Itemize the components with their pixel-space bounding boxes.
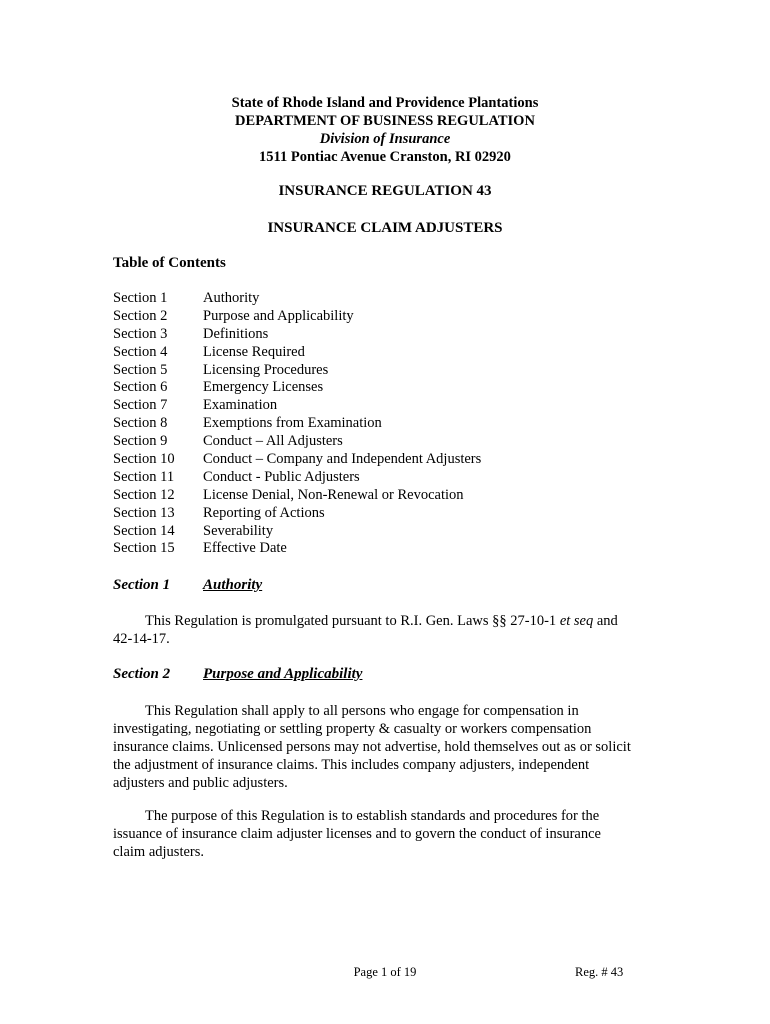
toc-item-number: Section 1 (113, 290, 168, 306)
section-1-text-b: and (593, 613, 618, 629)
regulation-title: INSURANCE REGULATION 43 (278, 183, 492, 199)
regulation-number: Reg. # 43 (575, 965, 624, 979)
paragraph-line: claim adjusters. (113, 844, 205, 860)
toc-heading: Table of Contents (113, 255, 226, 271)
toc-item (113, 290, 481, 308)
toc-item-title: Licensing Procedures (203, 361, 329, 378)
header-department: DEPARTMENT OF BUSINESS REGULATION (235, 113, 535, 129)
header-state: State of Rhode Island and Providence Plantations (231, 95, 539, 111)
regulation-subject: INSURANCE CLAIM ADJUSTERS (267, 220, 503, 236)
toc-item (113, 505, 481, 523)
toc-item-number: Section 10 (113, 451, 175, 468)
toc-item-number: Section 3 (113, 325, 168, 342)
toc-item (113, 469, 481, 487)
toc-item-title: Exemptions from Examination (203, 415, 382, 432)
toc-item-number: Section 8 (113, 415, 168, 432)
document-header (0, 94, 770, 166)
toc-item (113, 362, 481, 380)
section-2-heading (113, 665, 362, 683)
toc-item (113, 326, 481, 344)
toc-item (113, 344, 481, 362)
toc-item-title: Purpose and Applicability (203, 307, 354, 324)
paragraph-line: investigating, negotiating or settling property & casualty or workers compensation (113, 721, 592, 737)
section-2-title: Purpose and Applicability (203, 666, 363, 682)
paragraph-line: issuance of insurance claim adjuster licenses and to govern the conduct of insurance (113, 826, 601, 842)
toc-item-number: Section 15 (113, 540, 175, 557)
toc-item-number: Section 6 (113, 379, 168, 396)
toc-item-number: Section 12 (113, 486, 175, 503)
toc-item-title: Effective Date (203, 540, 287, 557)
toc-item-number: Section 14 (113, 522, 175, 539)
header-address: 1511 Pontiac Avenue Cranston, RI 02920 (259, 149, 511, 165)
toc-item (113, 487, 481, 505)
toc-item-title: Examination (203, 397, 278, 414)
toc-item-title: License Denial, Non-Renewal or Revocation (203, 486, 464, 503)
toc-item (113, 540, 481, 558)
toc-item-number: Section 13 (113, 504, 175, 521)
paragraph-line: adjusters and public adjusters. (113, 775, 288, 791)
header-division: Division of Insurance (319, 131, 451, 147)
toc-item (113, 308, 481, 326)
toc-item-number: Section 4 (113, 343, 168, 360)
page-number: Page 1 of 19 (353, 965, 417, 979)
section-1-text-line2: 42-14-17. (113, 631, 170, 647)
section-1-text-italic: et seq (559, 613, 594, 629)
toc-item-number: Section 9 (113, 433, 168, 450)
toc-item-title: License Required (203, 343, 305, 360)
toc-item (113, 523, 481, 541)
section-2-paragraph-1 (113, 702, 658, 792)
paragraph-line: the adjustment of insurance claims. This includes company adjusters, independent (113, 757, 590, 773)
paragraph-line: This Regulation shall apply to all persons who engage for compensation in (145, 703, 579, 719)
toc-item-number: Section 5 (113, 361, 168, 378)
toc-item-number: Section 2 (113, 307, 168, 324)
paragraph-line: The purpose of this Regulation is to establish standards and procedures for the (145, 808, 600, 824)
toc-item (113, 433, 481, 451)
toc-item-title: Conduct – All Adjusters (203, 433, 343, 450)
section-1-heading (113, 576, 262, 594)
toc-item-title: Definitions (203, 325, 269, 342)
section-2-number: Section 2 (113, 666, 171, 682)
toc-item-number: Section 7 (113, 397, 168, 414)
paragraph-line: insurance claims. Unlicensed persons may not advertise, hold themselves out as or solicit (113, 739, 631, 755)
toc-item-title: Conduct - Public Adjusters (203, 468, 360, 485)
toc-item-title: Reporting of Actions (203, 504, 325, 521)
toc-item-title: Emergency Licenses (203, 379, 324, 396)
toc-item-title: Authority (203, 290, 260, 306)
section-2-paragraph-2 (113, 807, 658, 861)
toc-item (113, 397, 481, 415)
toc-item (113, 379, 481, 397)
section-1-title: Authority (203, 577, 263, 593)
toc-item-title: Severability (203, 522, 274, 539)
toc-item-number: Section 11 (113, 468, 175, 485)
toc-item-title: Conduct – Company and Independent Adjusters (203, 451, 482, 468)
toc-item (113, 415, 481, 433)
section-1-text-a: This Regulation is promulgated pursuant to R.I. Gen. Laws §§ 27-10-1 (145, 613, 560, 629)
table-of-contents (113, 290, 481, 558)
section-1-paragraph (113, 612, 658, 648)
toc-item (113, 451, 481, 469)
section-1-number: Section 1 (113, 577, 171, 593)
